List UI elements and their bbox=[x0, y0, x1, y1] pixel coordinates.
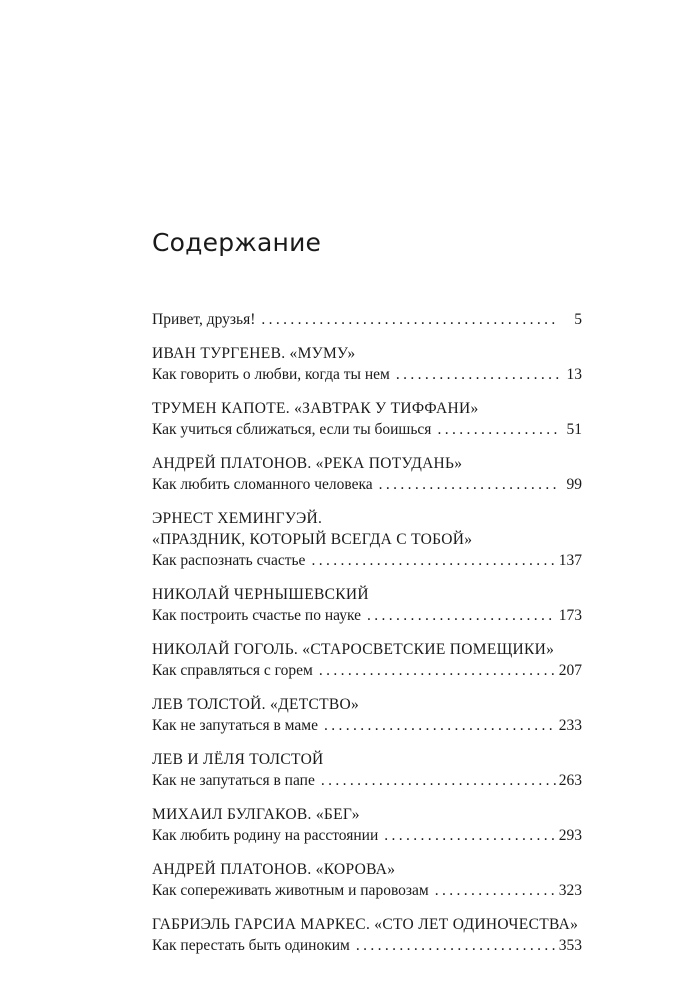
page-title: Содержание bbox=[152, 228, 322, 257]
toc-author-title: ТРУМЕН КАПОТЕ. «ЗАВТРАК У ТИФФАНИ» bbox=[152, 400, 479, 417]
toc-page-number: 207 bbox=[558, 662, 582, 679]
toc-entry bbox=[152, 639, 582, 681]
toc-entry bbox=[152, 749, 582, 791]
toc-dot-leader bbox=[437, 419, 559, 440]
toc-dot-leader bbox=[379, 474, 559, 495]
toc-heading: Как учиться сближаться, если ты боишься bbox=[152, 421, 432, 438]
toc-row[interactable] bbox=[152, 880, 582, 901]
toc-page-number: 323 bbox=[558, 882, 582, 899]
toc-heading: Как сопереживать животным и паровозам bbox=[152, 882, 429, 899]
toc-work-title: «ПРАЗДНИК, КОТОРЫЙ ВСЕГДА С ТОБОЙ» bbox=[152, 531, 473, 548]
toc-heading: Как не запутаться в папе bbox=[152, 772, 315, 789]
toc-author-title: НИКОЛАЙ ЧЕРНЫШЕВСКИЙ bbox=[152, 586, 369, 603]
toc-heading: Как справляться с горем bbox=[152, 662, 313, 679]
toc-dot-leader bbox=[319, 660, 556, 681]
toc-heading: Как распознать счастье bbox=[152, 552, 306, 569]
toc-row[interactable] bbox=[152, 419, 582, 440]
toc-row[interactable] bbox=[152, 364, 582, 385]
toc-entry bbox=[152, 584, 582, 626]
toc-dot-leader bbox=[324, 715, 556, 736]
toc-row[interactable] bbox=[152, 605, 582, 626]
toc-dot-leader bbox=[396, 364, 559, 385]
toc-row[interactable] bbox=[152, 770, 582, 791]
toc-row[interactable] bbox=[152, 660, 582, 681]
toc-heading: Как построить счастье по науке bbox=[152, 607, 362, 624]
toc-page-number: 353 bbox=[558, 937, 582, 954]
toc-page-number: 233 bbox=[558, 717, 582, 734]
toc-entry bbox=[152, 453, 582, 495]
toc-dot-leader bbox=[367, 605, 556, 626]
toc-row[interactable] bbox=[152, 935, 582, 956]
toc-entry bbox=[152, 508, 582, 571]
toc-author-title: ГАБРИЭЛЬ ГАРСИА МАРКЕС. «СТО ЛЕТ ОДИНОЧЕСТВА» bbox=[152, 916, 579, 933]
toc-entry bbox=[152, 694, 582, 736]
toc-dot-leader bbox=[321, 770, 556, 791]
toc-page-number: 13 bbox=[566, 366, 582, 383]
book-page bbox=[152, 0, 582, 1000]
toc-heading: Как перестать быть одиноким bbox=[152, 937, 350, 954]
table-of-contents bbox=[152, 309, 582, 969]
toc-page-number: 263 bbox=[558, 772, 582, 789]
toc-author-title: ИВАН ТУРГЕНЕВ. «МУМУ» bbox=[152, 345, 356, 362]
toc-dot-leader bbox=[311, 550, 555, 571]
toc-dot-leader bbox=[384, 825, 555, 846]
toc-entry bbox=[152, 804, 582, 846]
toc-row[interactable] bbox=[152, 474, 582, 495]
toc-row[interactable] bbox=[152, 825, 582, 846]
toc-row[interactable] bbox=[152, 309, 582, 330]
toc-author-title: ЭРНЕСТ ХЕМИНГУЭЙ. bbox=[152, 510, 323, 527]
toc-author-title: АНДРЕЙ ПЛАТОНОВ. «РЕКА ПОТУДАНЬ» bbox=[152, 455, 463, 472]
toc-entry bbox=[152, 343, 582, 385]
toc-page-number: 51 bbox=[566, 421, 582, 438]
toc-page-number: 173 bbox=[558, 607, 582, 624]
toc-page-number: 5 bbox=[574, 311, 582, 328]
toc-dot-leader bbox=[435, 880, 556, 901]
toc-heading: Как не запутаться в маме bbox=[152, 717, 318, 734]
toc-entry-intro bbox=[152, 309, 582, 330]
toc-entry bbox=[152, 914, 582, 956]
toc-dot-leader bbox=[261, 309, 559, 330]
toc-author-title: МИХАИЛ БУЛГАКОВ. «БЕГ» bbox=[152, 806, 360, 823]
toc-row[interactable] bbox=[152, 550, 582, 571]
toc-author-title: НИКОЛАЙ ГОГОЛЬ. «СТАРОСВЕТСКИЕ ПОМЕЩИКИ» bbox=[152, 641, 555, 658]
toc-author-title: ЛЕВ ТОЛСТОЙ. «ДЕТСТВО» bbox=[152, 696, 360, 713]
toc-entry bbox=[152, 859, 582, 901]
toc-author-title: АНДРЕЙ ПЛАТОНОВ. «КОРОВА» bbox=[152, 861, 396, 878]
toc-heading: Как любить родину на расстоянии bbox=[152, 827, 379, 844]
toc-page-number: 99 bbox=[566, 476, 582, 493]
toc-row[interactable] bbox=[152, 715, 582, 736]
toc-dot-leader bbox=[356, 935, 556, 956]
toc-author-title: ЛЕВ И ЛЁЛЯ ТОЛСТОЙ bbox=[152, 751, 324, 768]
toc-heading: Как говорить о любви, когда ты нем bbox=[152, 366, 390, 383]
toc-heading: Как любить сломанного человека bbox=[152, 476, 373, 493]
toc-entry bbox=[152, 398, 582, 440]
toc-page-number: 137 bbox=[558, 552, 582, 569]
toc-page-number: 293 bbox=[558, 827, 582, 844]
toc-heading: Привет, друзья! bbox=[152, 311, 256, 328]
